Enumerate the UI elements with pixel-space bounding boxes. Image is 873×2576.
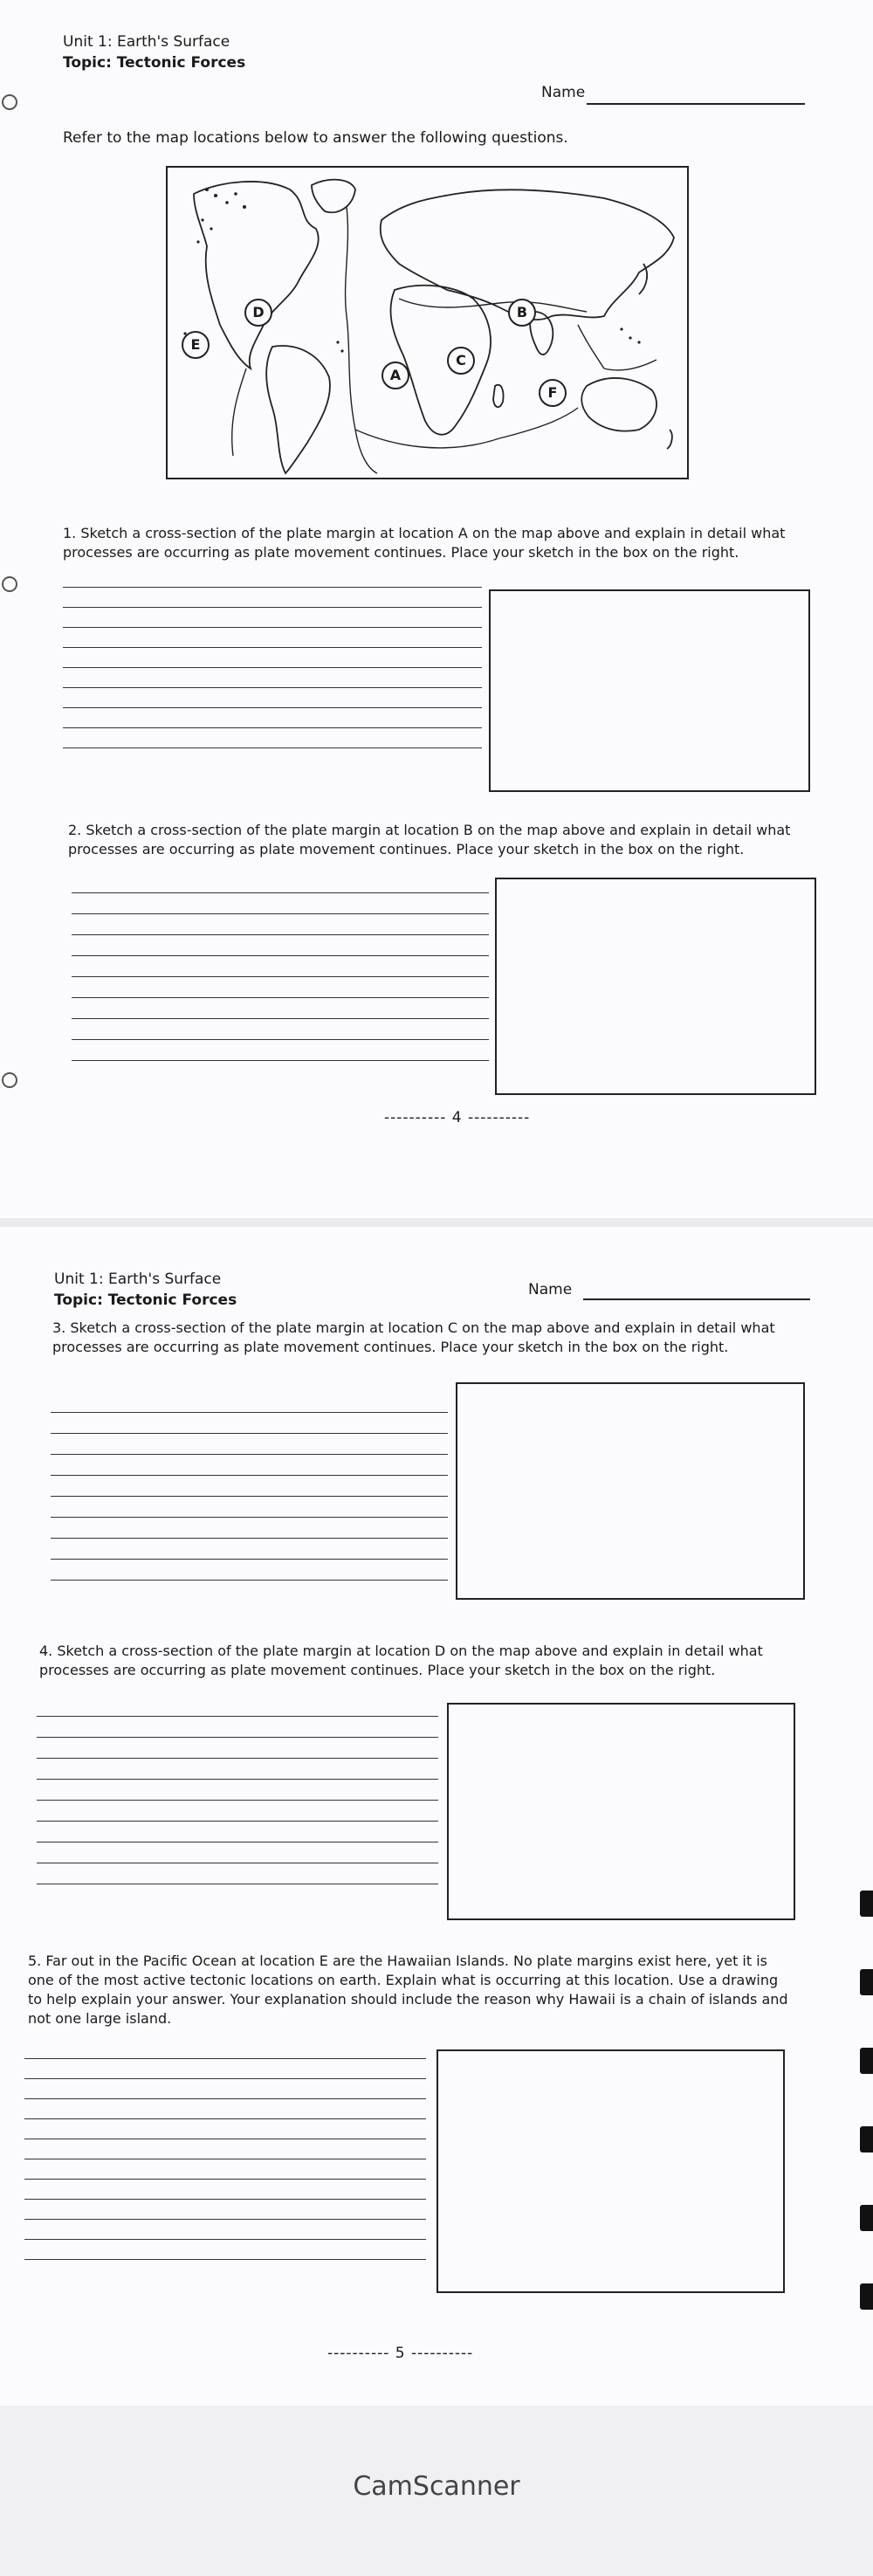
camscanner-watermark: CamScanner (353, 2471, 520, 2502)
question-2: 2. Sketch a cross-section of the plate margin at location B on the map above and explain in detail what processes are occurring as plate movement continues. Place your sketch in the box on the right. (68, 822, 791, 858)
answer-lines-q5[interactable] (24, 2058, 426, 2285)
punch-hole-icon (2, 1072, 17, 1088)
page-gap (0, 1218, 873, 1227)
map-label-e: E (182, 331, 210, 359)
answer-lines-q1[interactable] (63, 587, 482, 770)
sketch-box-q2[interactable] (495, 878, 816, 1095)
question-5: 5. Far out in the Pacific Ocean at location E are the Hawaiian Islands. No plate margins exist here, yet it is one of the most active tectonic locations on earth. Explain what is occurring at this location. Use a drawing to help explain your answer. Your explanation should include the reason why Hawaii is a chain of islands and not one large island. (28, 1953, 788, 2027)
question-4: 4. Sketch a cross-section of the plate margin at location D on the map above and explain in detail what processes are occurring as plate movement continues. Place your sketch in the box on the right. (39, 1643, 763, 1678)
page-number: ---------- 5 ---------- (327, 2345, 474, 2362)
sketch-box-q3[interactable] (456, 1382, 805, 1600)
question-1: 1. Sketch a cross-section of the plate margin at location A on the map above and explain in detail what processes are occurring as plate movement continues. Place your sketch in the box on the right. (63, 525, 786, 561)
map-label-c: C (447, 347, 475, 375)
sketch-box-q4[interactable] (447, 1703, 795, 1920)
punch-hole-icon (2, 94, 17, 110)
world-map-plate-boundaries-icon (168, 168, 687, 478)
answer-lines-q4[interactable] (37, 1716, 438, 1908)
question-3: 3. Sketch a cross-section of the plate margin at location C on the map above and explain in detail what processes are occurring as plate movement continues. Place your sketch in the box on the right. (52, 1319, 775, 1355)
topic-heading: Topic: Tectonic Forces (54, 1291, 237, 1309)
world-map (166, 166, 689, 479)
binding-ring-icon (860, 1969, 873, 1995)
map-label-d: D (244, 299, 272, 327)
map-label-b: B (508, 299, 536, 327)
page-number: ---------- 4 ---------- (384, 1109, 531, 1126)
worksheet-page-5 (0, 1227, 873, 2406)
map-label-a: A (382, 362, 409, 389)
answer-lines-q2[interactable] (72, 892, 489, 1085)
binding-ring-icon (860, 2048, 873, 2074)
unit-heading: Unit 1: Earth's Surface (63, 33, 230, 51)
map-label-f: F (539, 379, 567, 407)
punch-hole-icon (2, 576, 17, 592)
worksheet-page-4 (0, 0, 873, 1218)
name-label: Name (528, 1281, 573, 1298)
name-field[interactable] (587, 103, 805, 105)
binding-ring-icon (860, 2126, 873, 2152)
binding-ring-icon (860, 2283, 873, 2310)
sketch-box-q5[interactable] (436, 2049, 785, 2293)
intro-text: Refer to the map locations below to answer the following questions. (63, 129, 568, 147)
answer-lines-q3[interactable] (51, 1412, 448, 1604)
sketch-box-q1[interactable] (489, 589, 810, 792)
name-label: Name (541, 84, 586, 101)
name-field[interactable] (583, 1298, 810, 1300)
topic-heading: Topic: Tectonic Forces (63, 54, 246, 72)
binding-ring-icon (860, 2205, 873, 2231)
binding-ring-icon (860, 1891, 873, 1917)
unit-heading: Unit 1: Earth's Surface (54, 1271, 222, 1288)
